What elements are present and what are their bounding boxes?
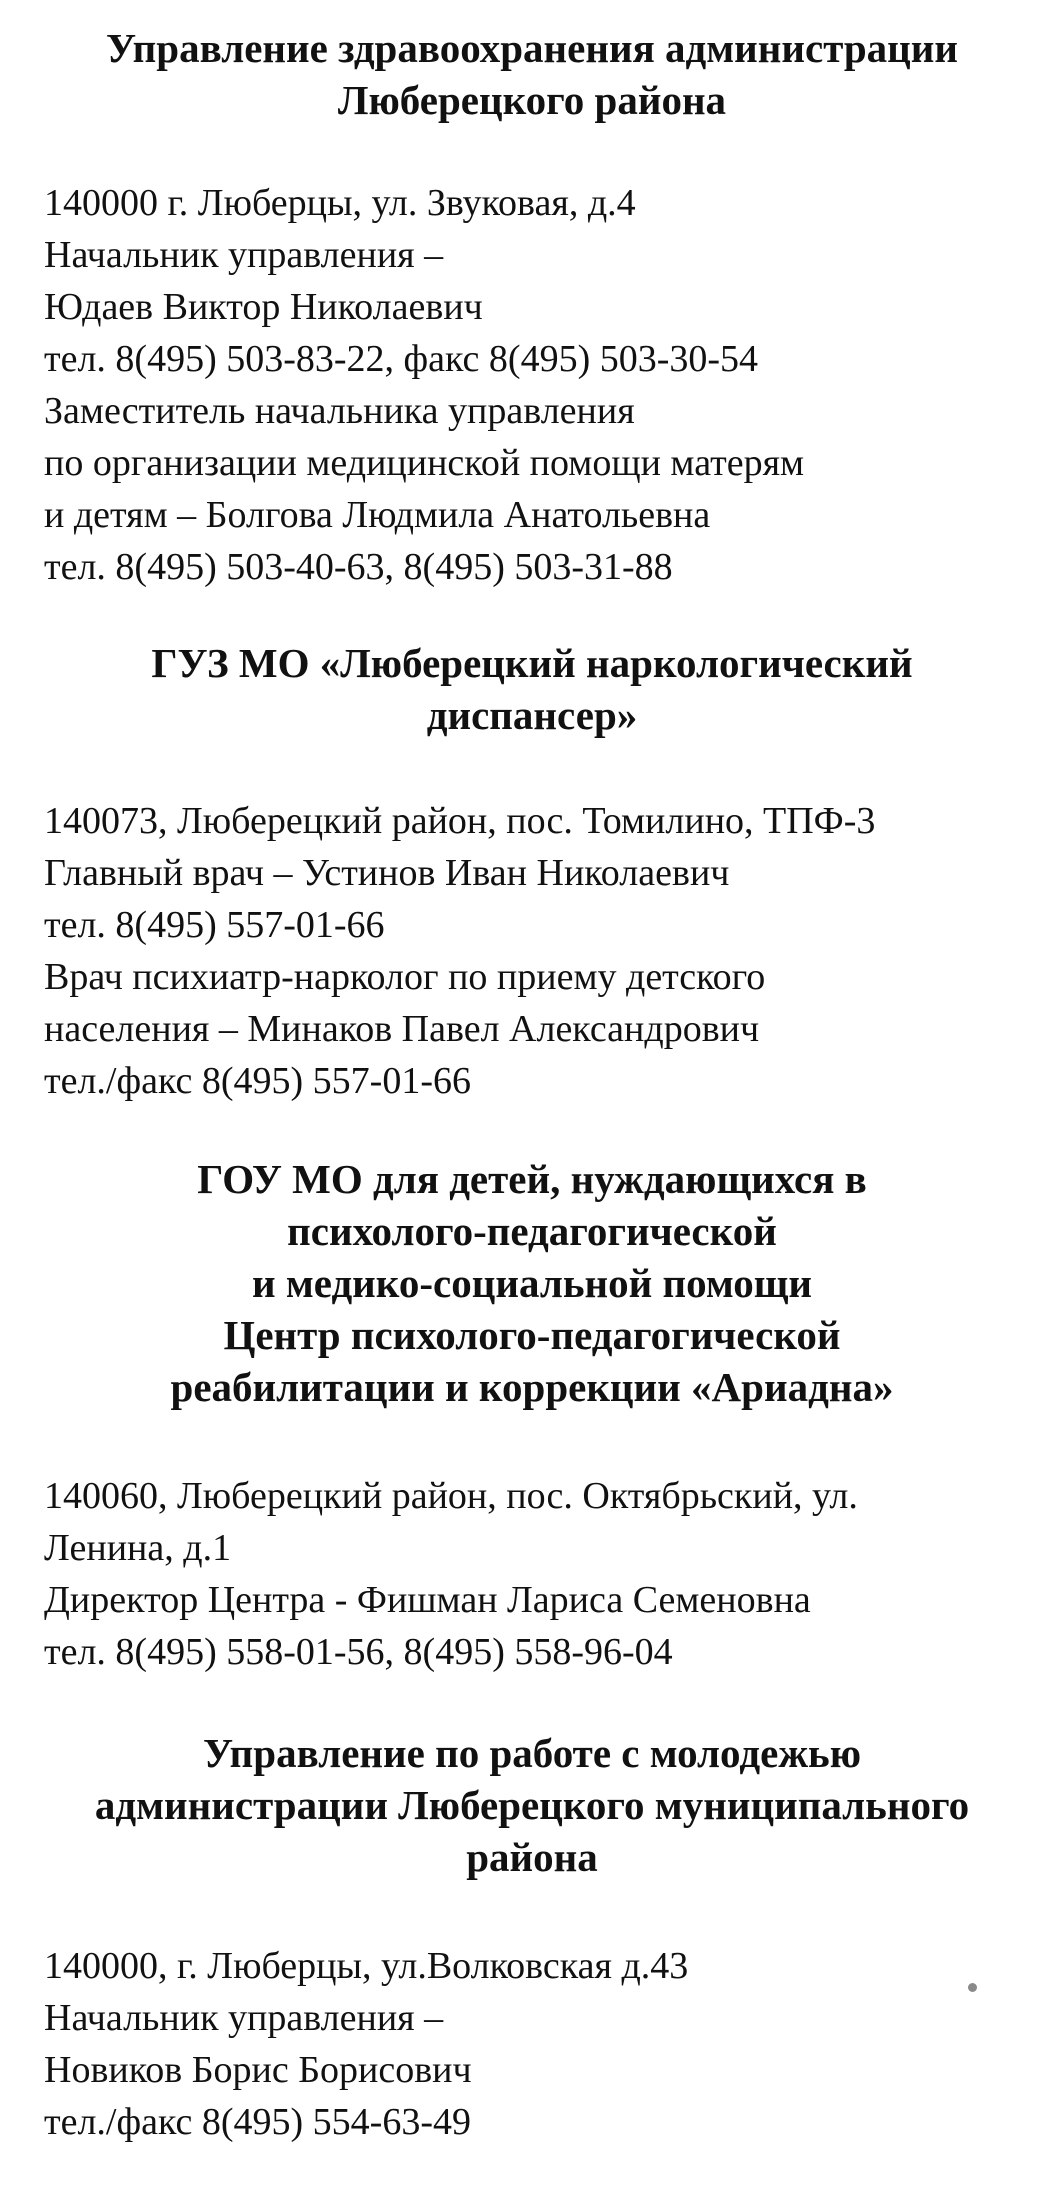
detail-line: Директор Центра - Фишман Лариса Семеновна <box>44 1579 811 1621</box>
heading-line: ГОУ МО для детей, нуждающихся в <box>197 1156 867 1202</box>
detail-line: и детям – Болгова Людмила Анатольевна <box>44 494 711 536</box>
heading-line: Центр психолого-педагогической <box>223 1312 841 1358</box>
section-heading-ariadna-center <box>0 1153 1064 1413</box>
section-details-health-department <box>44 177 1054 593</box>
detail-line: по организации медицинской помощи матерям <box>44 442 805 484</box>
detail-line: Врач психиатр-нарколог по приему детского <box>44 956 766 998</box>
detail-line: населения – Минаков Павел Александрович <box>44 1008 760 1050</box>
section-details-narcology-dispensary <box>44 795 1054 1107</box>
detail-line: тел./факс 8(495) 557-01-66 <box>44 1060 471 1102</box>
detail-line: тел. 8(495) 503-83-22, факс 8(495) 503-30-54 <box>44 338 759 380</box>
heading-line: диспансер» <box>426 692 638 738</box>
detail-line: 140000 г. Люберцы, ул. Звуковая, д.4 <box>44 182 636 224</box>
detail-line: 140060, Люберецкий район, пос. Октябрьский, ул. <box>44 1475 858 1517</box>
heading-line: реабилитации и коррекции «Ариадна» <box>170 1364 894 1410</box>
section-heading-narcology-dispensary <box>0 637 1064 741</box>
section-heading-health-department <box>0 22 1064 126</box>
detail-line: тел. 8(495) 503-40-63, 8(495) 503-31-88 <box>44 546 673 588</box>
section-heading-youth-department <box>0 1727 1064 1883</box>
detail-line: 140073, Люберецкий район, пос. Томилино, ТПФ-3 <box>44 800 876 842</box>
heading-line: Управление здравоохранения администрации <box>105 25 959 71</box>
detail-line: Новиков Борис Борисович <box>44 2049 472 2091</box>
heading-line: Управление по работе с молодежью <box>202 1730 862 1776</box>
detail-line: 140000, г. Люберцы, ул.Волковская д.43 <box>44 1945 689 1987</box>
detail-line: Главный врач – Устинов Иван Николаевич <box>44 852 730 894</box>
detail-line: Юдаев Виктор Николаевич <box>44 286 483 328</box>
section-details-ariadna-center <box>44 1470 1054 1678</box>
detail-line: Начальник управления – <box>44 234 444 276</box>
detail-line: тел. 8(495) 557-01-66 <box>44 904 385 946</box>
heading-line: и медико-социальной помощи <box>251 1260 812 1306</box>
heading-line: Люберецкого района <box>337 77 727 123</box>
heading-line: психолого-педагогической <box>287 1208 777 1254</box>
detail-line: Начальник управления – <box>44 1997 444 2039</box>
heading-line: администрации Люберецкого муниципального <box>94 1782 970 1828</box>
detail-line: Ленина, д.1 <box>44 1527 232 1569</box>
section-details-youth-department <box>44 1940 1054 2148</box>
detail-line: тел. 8(495) 558-01-56, 8(495) 558-96-04 <box>44 1631 673 1673</box>
detail-line: Заместитель начальника управления <box>44 390 635 432</box>
heading-line: ГУЗ МО «Люберецкий наркологический <box>151 640 913 686</box>
heading-line: района <box>466 1834 598 1880</box>
scan-speck <box>968 1983 977 1992</box>
detail-line: тел./факс 8(495) 554-63-49 <box>44 2101 471 2143</box>
